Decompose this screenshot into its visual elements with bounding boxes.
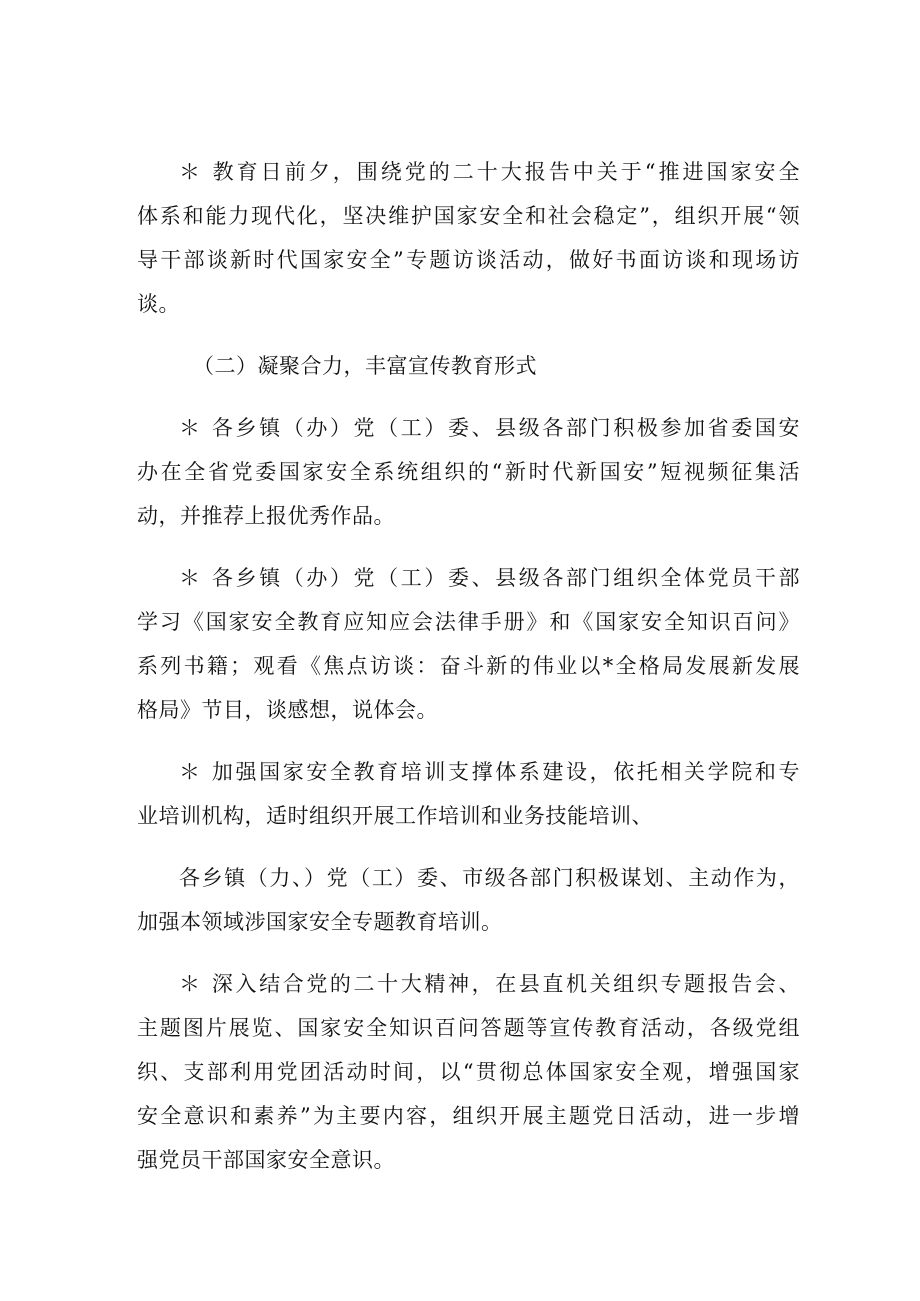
paragraph-line: ＊ 教育日前夕，围绕党的二十大报告中关于“推进国家安全 (179, 160, 800, 184)
paragraph-line: ＊ 各乡镇（办）党（工）委、县级各部门组织全体党员干部 (179, 566, 800, 590)
paragraph-interview-activity (137, 150, 800, 326)
paragraph-line: 导干部谈新时代国家安全”专题访谈活动，做好书面访谈和现场访 (137, 248, 800, 272)
paragraph-line: 办在全省党委国家安全系统组织的“新时代新国安”短视频征集活 (137, 460, 800, 484)
paragraph-video-contest (137, 406, 800, 538)
paragraph-line: 体系和能力现代化，坚决维护国家安全和社会稳定”，组织开展“领 (137, 204, 800, 228)
section-heading-text: （二）凝聚合力，丰富宣传教育形式 (193, 354, 537, 378)
paragraph-study-books (137, 556, 800, 732)
paragraph-line: 学习《国家安全教育应知应会法律手册》和《国家安全知识百问》 (137, 610, 800, 634)
paragraph-party-activities (137, 962, 800, 1182)
paragraph-line: ＊ 深入结合党的二十大精神，在县直机关组织专题报告会、 (179, 972, 800, 996)
paragraph-line: 系列书籍；观看《焦点访谈：奋斗新的伟业以*全格局发展新发展 (137, 654, 800, 678)
paragraph-line: 业培训机构，适时组织开展工作培训和业务技能培训、 (137, 804, 653, 828)
document-body (137, 150, 800, 1200)
paragraph-line: 主题图片展览、国家安全知识百问答题等宣传教育活动，各级党组 (137, 1016, 800, 1040)
paragraph-line: 格局》节目，谈感想，说体会。 (137, 698, 438, 722)
paragraph-line: 谈。 (137, 292, 180, 316)
section-heading (137, 344, 800, 388)
paragraph-line: 各乡镇（力、）党（工）委、市级各部门积极谋划、主动作为， (179, 866, 800, 890)
paragraph-line: 加强本领域涉国家安全专题教育培训。 (137, 910, 503, 934)
paragraph-line: ＊ 加强国家安全教育培训支撑体系建设，依托相关学院和专 (179, 760, 800, 784)
paragraph-line: 织、支部利用党团活动时间，以“贯彻总体国家安全观，增强国家 (137, 1060, 800, 1084)
paragraph-line: ＊ 各乡镇（办）党（工）委、县级各部门积极参加省委国安 (179, 416, 800, 440)
paragraph-training-system (137, 750, 800, 838)
paragraph-line: 强党员干部国家安全意识。 (137, 1148, 395, 1172)
paragraph-department-training (137, 856, 800, 944)
paragraph-line: 安全意识和素养”为主要内容，组织开展主题党日活动，进一步增 (137, 1104, 800, 1128)
paragraph-line: 动，并推荐上报优秀作品。 (137, 504, 395, 528)
